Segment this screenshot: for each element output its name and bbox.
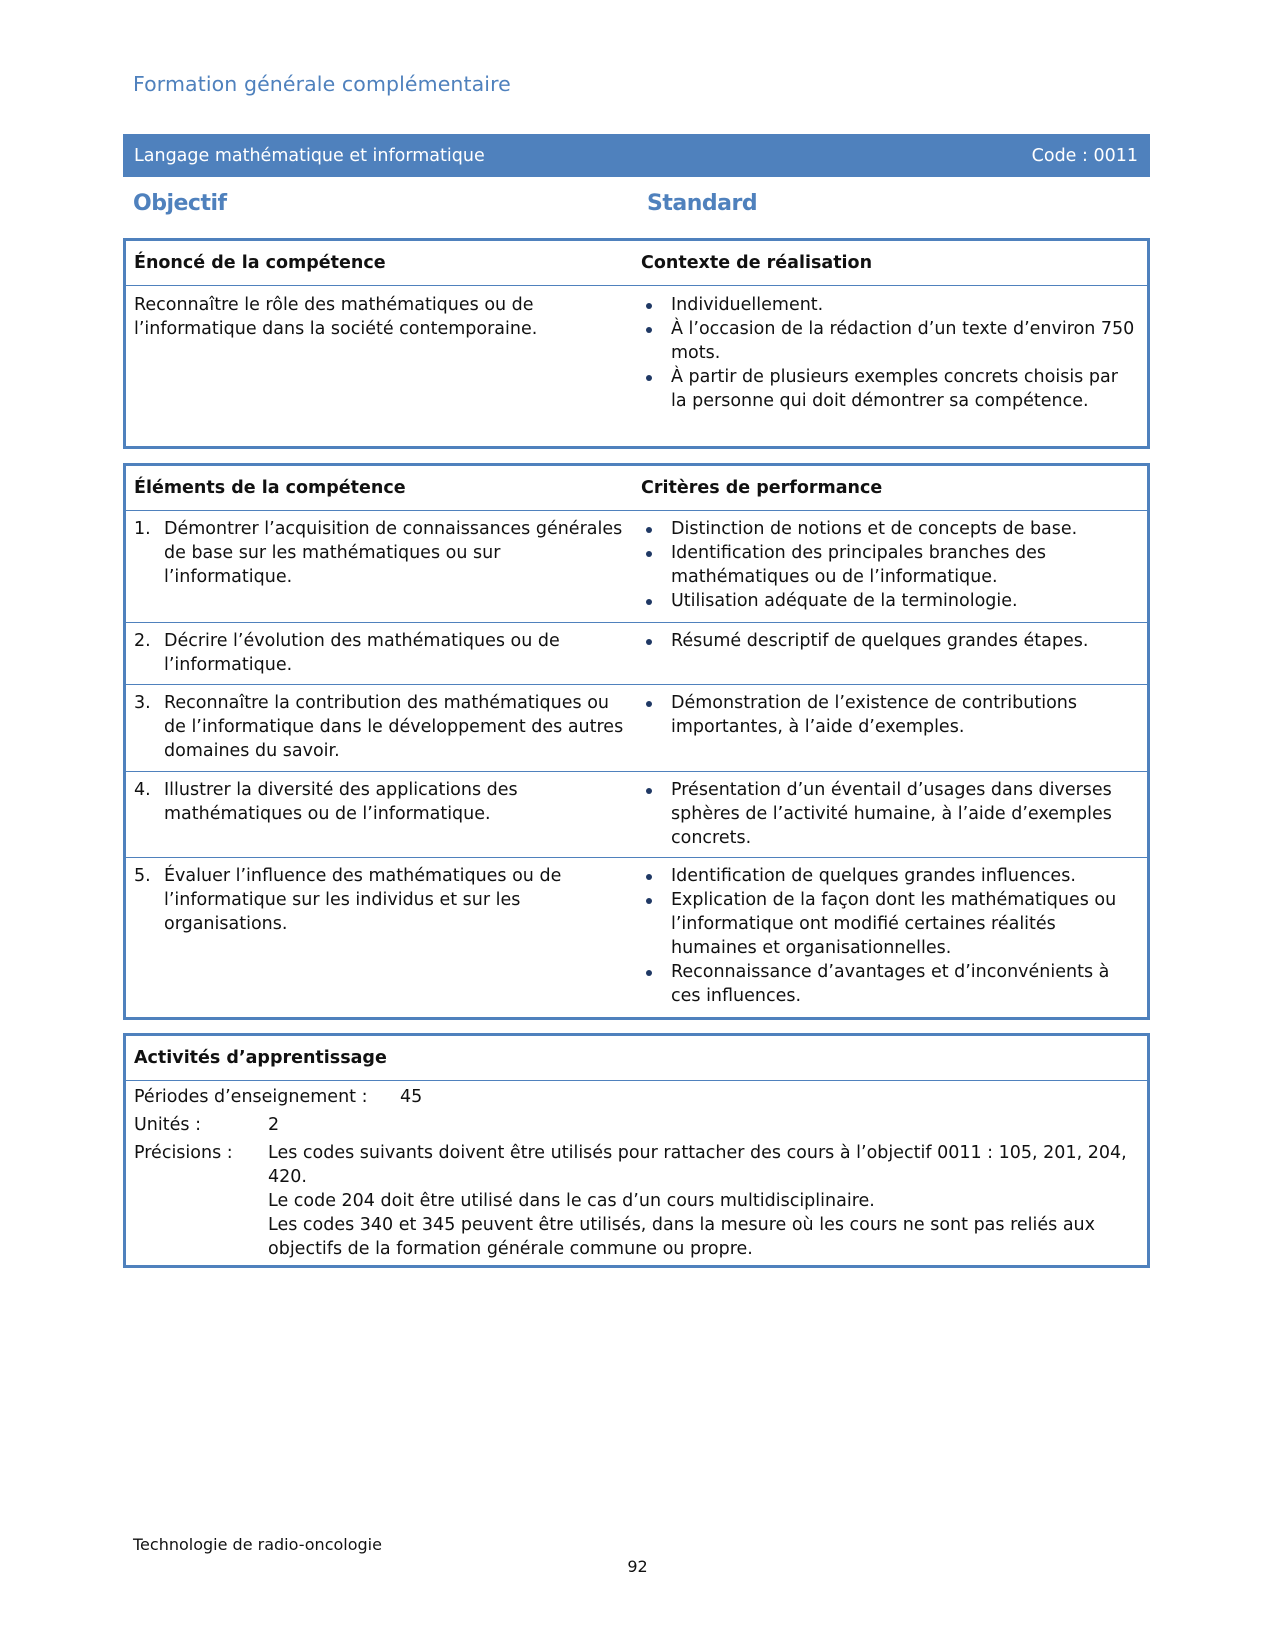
precision-text: Les codes 340 et 345 peuvent être utilisés, dans la mesure où les cours ne sont pas reliés aux objectifs de la formation générale commune ou propre. — [268, 1215, 1096, 1259]
activites-table — [123, 1033, 1150, 1268]
competence-table — [123, 238, 1150, 449]
elements-table — [123, 463, 1150, 1020]
element-text: Décrire l’évolution des mathématiques ou de l’informatique. — [164, 631, 560, 675]
contexte-list — [641, 293, 1139, 413]
section-title: Formation générale complémentaire — [133, 72, 511, 96]
element-number: 5. — [134, 866, 151, 886]
element-number: 1. — [134, 519, 151, 539]
element-row — [126, 510, 1147, 622]
element-row — [126, 857, 1147, 1014]
element-text: Illustrer la diversité des applications des mathématiques ou de l’informatique. — [164, 780, 518, 824]
footer-program: Technologie de radio-oncologie — [133, 1535, 382, 1554]
element-row — [126, 684, 1147, 771]
criteria-list — [641, 864, 1139, 1008]
criteria-list — [641, 778, 1139, 850]
element-number: 4. — [134, 780, 151, 800]
competence-content-row — [126, 285, 1147, 419]
precisions-label: Précisions : — [134, 1143, 233, 1163]
criteres-header: Critères de performance — [641, 478, 883, 498]
enonce-header: Énoncé de la compétence — [134, 253, 386, 273]
activites-header: Activités d’apprentissage — [134, 1048, 387, 1068]
criteria-list — [641, 517, 1139, 613]
standard-heading: Standard — [647, 191, 758, 216]
activites-header-row — [126, 1036, 1147, 1080]
contexte-item: Individuellement. — [641, 293, 1139, 317]
elements-header-row — [126, 466, 1147, 510]
elements-header: Éléments de la compétence — [134, 478, 406, 498]
objectif-heading: Objectif — [133, 191, 227, 216]
competence-header-row — [126, 241, 1147, 285]
periodes-value: 45 — [400, 1087, 423, 1107]
criteria-item: Reconnaissance d’avantages et d’inconvénients à ces influences. — [641, 960, 1139, 1008]
criteria-item: Démonstration de l’existence de contributions importantes, à l’aide d’exemples. — [641, 691, 1139, 739]
course-title-bar — [123, 134, 1150, 177]
element-text: Démontrer l’acquisition de connaissances générales de base sur les mathématiques ou sur l’informatique. — [164, 519, 623, 587]
criteria-item: Présentation d’un éventail d’usages dans diverses sphères de l’activité humaine, à l’aide d’exemples concrets. — [641, 778, 1139, 850]
criteria-item: Distinction de notions et de concepts de base. — [641, 517, 1139, 541]
enonce-text: Reconnaître le rôle des mathématiques ou de l’informatique dans la société contemporaine. — [134, 295, 538, 339]
contexte-item: À l’occasion de la rédaction d’un texte d’environ 750 mots. — [641, 317, 1139, 365]
criteria-item: Identification de quelques grandes influences. — [641, 864, 1139, 888]
element-row — [126, 771, 1147, 857]
criteria-list — [641, 691, 1139, 739]
criteria-list — [641, 629, 1139, 653]
element-text: Reconnaître la contribution des mathématiques ou de l’informatique dans le développement des autres domaines du savoir. — [164, 693, 624, 761]
criteria-item: Résumé descriptif de quelques grandes étapes. — [641, 629, 1139, 653]
unites-label: Unités : — [134, 1115, 201, 1135]
element-number: 2. — [134, 631, 151, 651]
element-text: Évaluer l’influence des mathématiques ou de l’informatique sur les individus et sur les organisations. — [164, 866, 562, 934]
course-code: Code : 0011 — [1031, 145, 1138, 166]
precision-text: Le code 204 doit être utilisé dans le cas d’un cours multidisciplinaire. — [268, 1191, 875, 1211]
course-title: Langage mathématique et informatique — [134, 145, 485, 166]
page-number: 92 — [627, 1557, 648, 1576]
activites-content — [126, 1080, 1147, 1267]
criteria-item: Explication de la façon dont les mathématiques ou l’informatique ont modifié certaines réalités humaines et organisationnelles. — [641, 888, 1139, 960]
element-row — [126, 622, 1147, 684]
precision-text: Les codes suivants doivent être utilisés pour rattacher des cours à l’objectif 0011 : 105, 201, 204, 420. — [268, 1143, 1127, 1187]
criteria-item: Identification des principales branches des mathématiques ou de l’informatique. — [641, 541, 1139, 589]
unites-value: 2 — [268, 1115, 280, 1135]
contexte-item: À partir de plusieurs exemples concrets choisis par la personne qui doit démontrer sa compétence. — [641, 365, 1139, 413]
element-number: 3. — [134, 693, 151, 713]
contexte-header: Contexte de réalisation — [641, 253, 873, 273]
periodes-label: Périodes d’enseignement : — [134, 1087, 368, 1107]
criteria-item: Utilisation adéquate de la terminologie. — [641, 589, 1139, 613]
